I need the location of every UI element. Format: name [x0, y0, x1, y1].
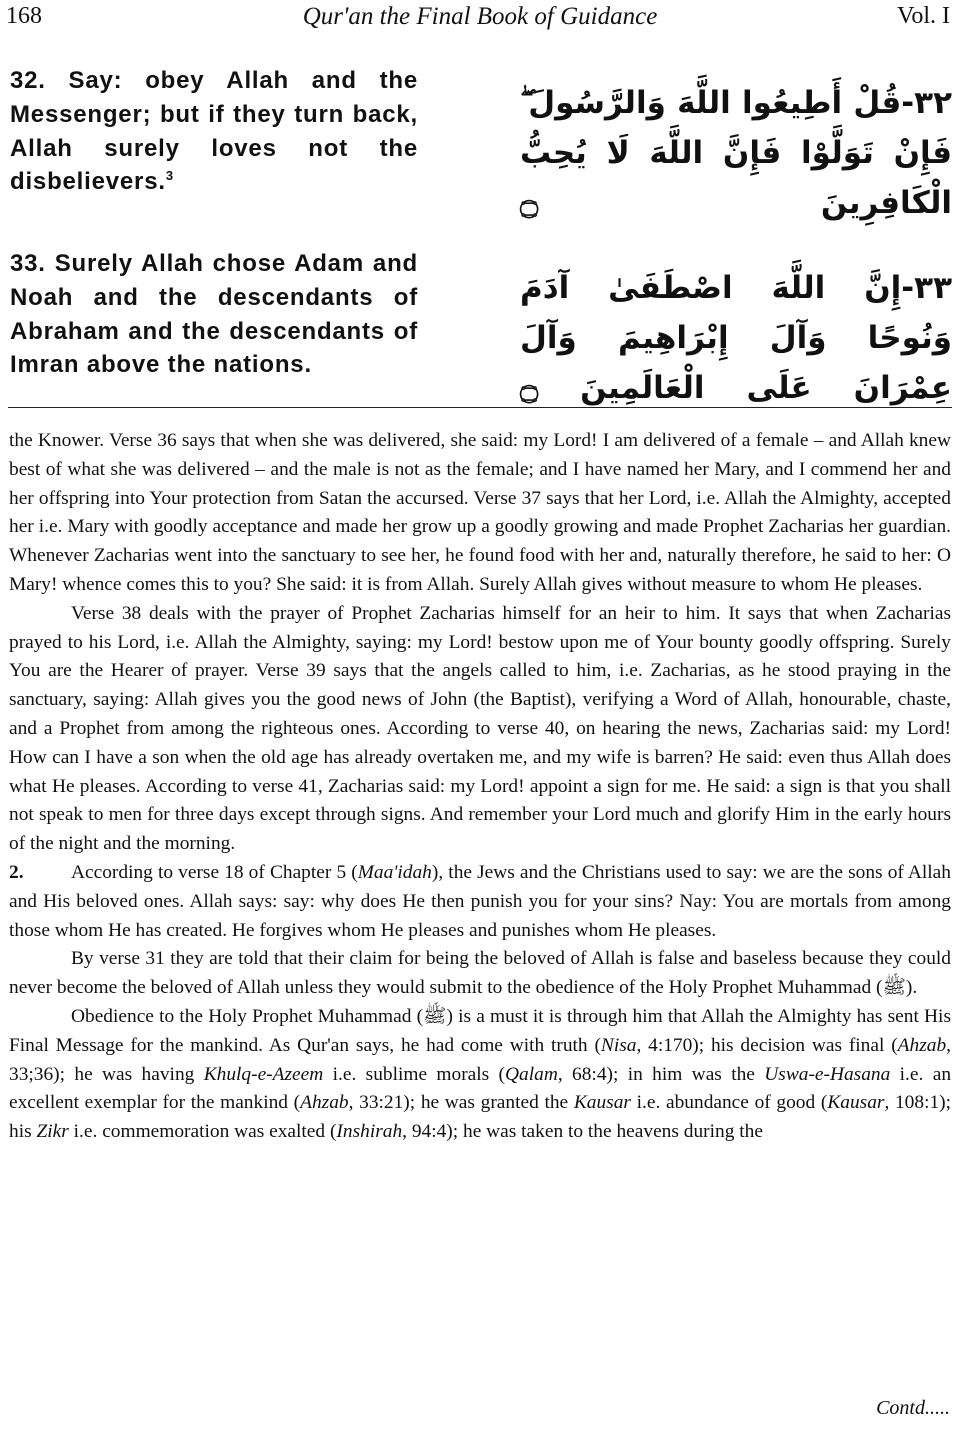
page-header	[0, 0, 960, 40]
verse-32	[0, 64, 960, 221]
paragraph-3: 2. According to verse 18 of Chapter 5 (Maa'idah), the Jews and the Christians used to say: we are the sons of Allah and His beloved ones. Allah says: say: why does He then punish you for your sins? Nay: You are mortals from among those whom He has created. He forgives whom He pleases and punishes whom He pleases.	[9, 859, 951, 945]
volume-label: Vol. I	[897, 3, 950, 29]
continued-label: Contd.....	[876, 1397, 950, 1419]
section-divider	[8, 407, 952, 408]
paragraph-2: Verse 38 deals with the prayer of Prophet Zacharias himself for an heir to him. It says that when Zacharias prayed to his Lord, i.e. Allah the Almighty, saying: my Lord! bestow upon me of Your bounty goodly offspring. Surely You are the Hearer of prayer. Verse 39 says that the angels called to him, i.e. Zacharias, as he stood praying in the sanctuary, saying: Allah gives you the good news of John (the Baptist), verifying a Word of Allah, honourable, chaste, and a Prophet from among the righteous ones. According to verse 40, on hearing the news, Zacharias said: my Lord! How can I have a son when the old age has already overtaken me, and my wife is barren? He said: even thus Allah does what He pleases. According to verse 41, Zacharias said: my Lord! appoint a sign for me. He said: a sign is that you shall not speak to men for three days except through signs. And remember your Lord much and glorify Him in the early hours of the night and the morning.	[9, 602, 951, 855]
running-title: Qur'an the Final Book of Guidance	[302, 3, 658, 30]
honorific-glyph: ﷺ	[882, 977, 906, 999]
note-number: 2.	[9, 861, 24, 883]
verse-32-arabic: ٣٢-قُلْ أَطِيعُوا اللَّهَ وَالرَّسُولَ ۖ فَإِنْ تَوَلَّوْا فَإِنَّ اللَّهَ لَا يُحِبُّ الْكَافِرِينَ ۝	[520, 85, 952, 221]
verse-33	[0, 247, 960, 406]
page-number: 168	[6, 3, 42, 29]
paragraph-5: Obedience to the Holy Prophet Muhammad (ﷺ) is a must it is through him that Allah the Almighty has sent His Final Message for the mankind. As Qur'an says, he had come with truth (Nisa, 4:170); his decision was final (Ahzab, 33;36); he was having Khulq-e-Azeem i.e. sublime morals (Qalam, 68:4); in him was the Uswa-e-Hasana i.e. an excellent exemplar for the mankind (Ahzab, 33:21); he was granted the Kausar i.e. abundance of good (Kausar, 108:1); his Zikr i.e. commemoration was exalted (Inshirah, 94:4); he was taken to the heavens during the	[9, 1005, 952, 1143]
footnote-mark: 3	[165, 168, 174, 184]
paragraph-4: By verse 31 they are told that their claim for being the beloved of Allah is false and baseless because they could never become the beloved of Allah unless they would submit to the obedience of the Holy Prophet Muhammad (ﷺ).	[9, 948, 951, 999]
verse-32-english: 32. Say: obey Allah and the Messenger; but if they turn back, Allah surely loves not the disbelievers.$^3$	[10, 67, 418, 196]
honorific-glyph: ﷺ	[423, 1005, 447, 1027]
verse-33-arabic: ٣٣-إِنَّ اللَّهَ اصْطَفَىٰ آدَمَ وَنُوحًا وَآلَ إِبْرَاهِيمَ وَآلَ عِمْرَانَ عَلَى الْعَالَمِينَ ۝	[520, 270, 952, 406]
verse-33-english: 33. Surely Allah chose Adam and Noah and the descendants of Abraham and the descendants of Imran above the nations.	[10, 250, 418, 379]
paragraph-1: the Knower. Verse 36 says that when she was delivered, she said: my Lord! I am delivered of a female – and Allah knew best of what she was delivered – and the male is not as the female; and I have named her Mary, and I commend her and her offspring into Your protection from Satan the accursed. Verse 37 says that her Lord, i.e. Allah the Almighty, accepted her i.e. Mary with goodly acceptance and made her grow up a goodly growing and made Prophet Zacharias her guardian. Whenever Zacharias went into the sanctuary to see her, he found food with her and, naturally therefore, he said to her: O Mary! whence comes this to you? She said: it is from Allah. Surely Allah gives without measure to whom He pleases.	[9, 430, 951, 595]
commentary-body	[9, 427, 951, 1147]
